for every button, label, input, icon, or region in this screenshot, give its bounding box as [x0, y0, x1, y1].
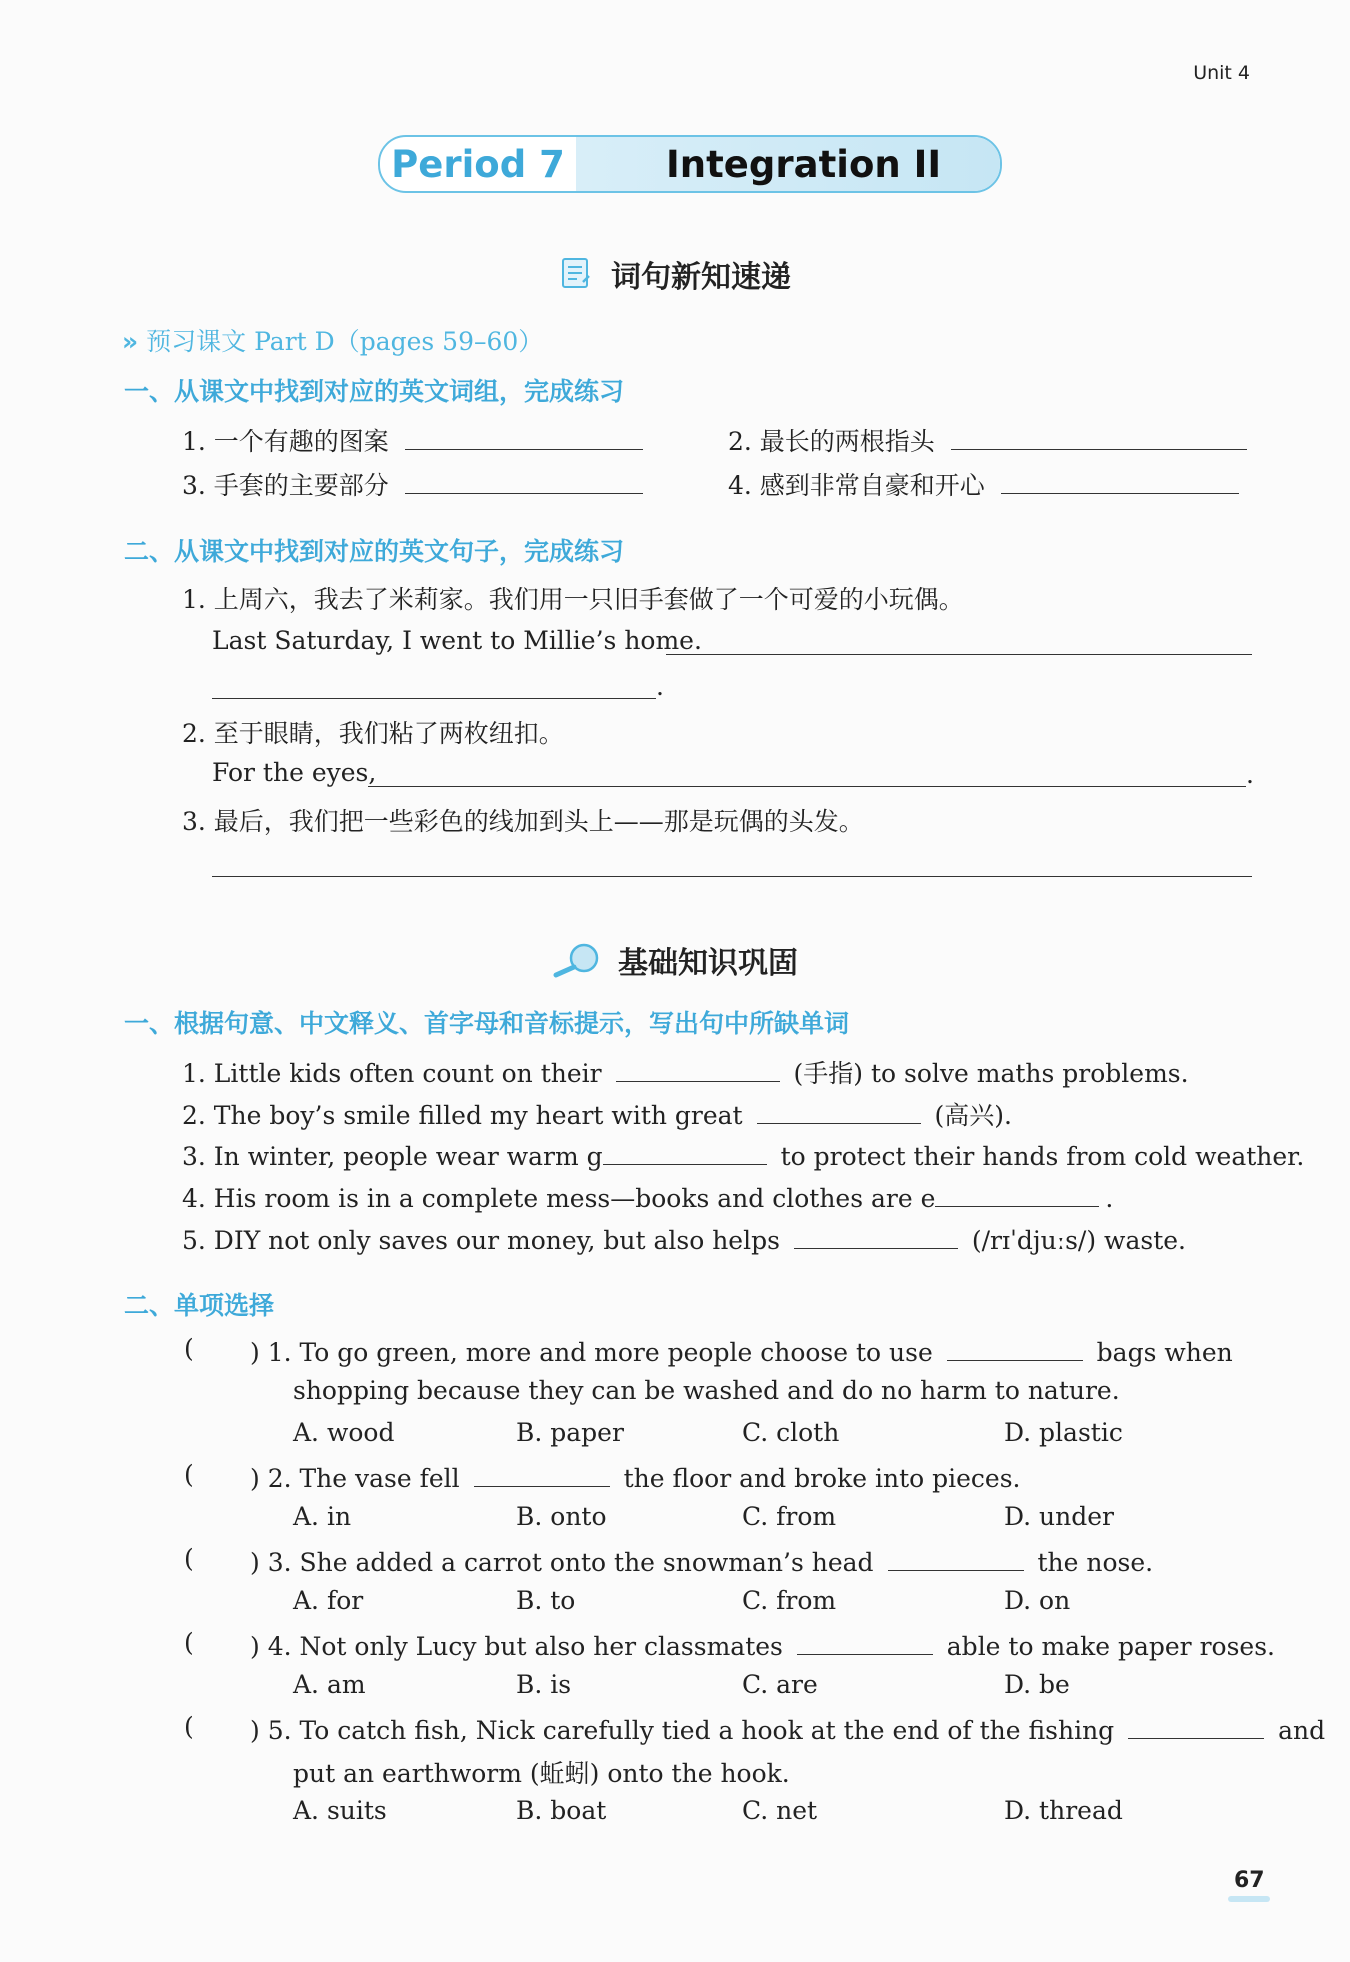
answer-line[interactable] [212, 698, 656, 699]
sentence-q1-period: . [656, 672, 664, 701]
multiple-choice-heading: 二、单项选择 [124, 1291, 275, 1320]
option-c[interactable]: C. from [742, 1502, 837, 1531]
section-basics-heading [0, 938, 1350, 982]
double-chevron-icon: » [122, 327, 139, 356]
option-a[interactable]: A. suits [293, 1796, 387, 1825]
answer-blank[interactable] [405, 467, 643, 494]
sentence-q1-chinese: 1. 上周六，我去了米莉家。我们用一只旧手套做了一个可爱的小玩偶。 [182, 585, 964, 614]
sentence-q2-english: For the eyes, [212, 758, 377, 787]
answer-bracket-1[interactable]: ( [184, 1334, 194, 1363]
answer-blank [947, 1334, 1083, 1361]
phrase-item-2: 2. 最长的两根指头 [728, 422, 1247, 458]
section-vocab-heading [0, 252, 1350, 296]
option-b[interactable]: B. is [516, 1670, 572, 1699]
answer-blank [797, 1628, 933, 1655]
answer-blank[interactable] [935, 1180, 1099, 1207]
option-a[interactable]: A. wood [293, 1418, 395, 1447]
answer-blank [474, 1460, 610, 1487]
answer-blank[interactable] [794, 1222, 958, 1249]
phrase-item-1: 1. 一个有趣的图案 [182, 422, 643, 458]
option-b[interactable]: B. to [516, 1586, 576, 1615]
fill-question-1: 1. Little kids often count on their (手指) to solve maths problems. [182, 1054, 1189, 1090]
page-number: 67 [1234, 1868, 1265, 1893]
option-a[interactable]: A. for [293, 1586, 364, 1615]
sentence-q3-chinese: 3. 最后，我们把一些彩色的线加到头上——那是玩偶的头发。 [182, 807, 864, 836]
option-b[interactable]: B. onto [516, 1502, 607, 1531]
answer-blank [1128, 1712, 1264, 1739]
answer-line[interactable] [666, 654, 1252, 655]
part2-heading: 二、从课文中找到对应的英文句子，完成练习 [124, 537, 625, 566]
option-d[interactable]: D. on [1004, 1586, 1071, 1615]
option-a[interactable]: A. in [293, 1502, 352, 1531]
answer-bracket-5[interactable]: ( [184, 1712, 194, 1741]
part1-heading: 一、从课文中找到对应的英文词组，完成练习 [124, 377, 625, 406]
option-c[interactable]: C. cloth [742, 1418, 840, 1447]
answer-line[interactable] [368, 786, 1246, 787]
answer-blank[interactable] [951, 423, 1247, 450]
section-basics-title: 基础知识巩固 [618, 946, 798, 981]
fill-question-4: 4. His room is in a complete mess—books and clothes are e . [182, 1180, 1113, 1213]
answer-line[interactable] [212, 876, 1252, 877]
sentence-q1-english: Last Saturday, I went to Millie’s home. [212, 626, 702, 655]
option-b[interactable]: B. paper [516, 1418, 624, 1447]
answer-blank[interactable] [616, 1055, 780, 1082]
sentence-q2-period: . [1246, 760, 1254, 789]
page-number-accent [1228, 1896, 1270, 1902]
option-d[interactable]: D. plastic [1004, 1418, 1123, 1447]
option-d[interactable]: D. be [1004, 1670, 1070, 1699]
preview-note: » 预习课文 Part D（pages 59–60） [122, 327, 544, 356]
mc-question-1: ) 1. To go green, more and more people choose to use bags when [250, 1334, 1233, 1367]
mc-question-5-cont: put an earthworm (蚯蚓) onto the hook. [293, 1759, 790, 1788]
phrase-item-4: 4. 感到非常自豪和开心 [728, 466, 1239, 502]
option-c[interactable]: C. are [742, 1670, 818, 1699]
answer-bracket-4[interactable]: ( [184, 1628, 194, 1657]
option-d[interactable]: D. under [1004, 1502, 1114, 1531]
period-label: Period 7 [391, 142, 565, 186]
mc-question-5: ) 5. To catch fish, Nick carefully tied a hook at the end of the fishing and [250, 1712, 1325, 1745]
magnifier-icon [552, 942, 602, 978]
fill-question-5: 5. DIY not only saves our money, but also helps (/rɪˈdjuːs/) waste. [182, 1222, 1186, 1255]
option-d[interactable]: D. thread [1004, 1796, 1123, 1825]
answer-blank [888, 1544, 1024, 1571]
lesson-title-banner [378, 135, 1002, 193]
fill-in-heading: 一、根据句意、中文释义、首字母和音标提示，写出句中所缺单词 [124, 1009, 850, 1038]
mc-question-3: ) 3. She added a carrot onto the snowman’s head the nose. [250, 1544, 1153, 1577]
mc-question-1-cont: shopping because they can be washed and do no harm to nature. [293, 1376, 1120, 1405]
lesson-title: Integration II [576, 137, 1000, 191]
option-b[interactable]: B. boat [516, 1796, 607, 1825]
option-c[interactable]: C. from [742, 1586, 837, 1615]
answer-blank[interactable] [1001, 467, 1239, 494]
answer-blank[interactable] [405, 423, 643, 450]
answer-blank[interactable] [757, 1097, 921, 1124]
section-vocab-title: 词句新知速递 [611, 260, 791, 295]
answer-blank[interactable] [603, 1138, 767, 1165]
mc-question-4: ) 4. Not only Lucy but also her classmates able to make paper roses. [250, 1628, 1275, 1661]
notebook-icon [559, 256, 595, 292]
fill-question-3: 3. In winter, people wear warm g to protect their hands from cold weather. [182, 1138, 1304, 1171]
answer-bracket-3[interactable]: ( [184, 1544, 194, 1573]
phrase-item-3: 3. 手套的主要部分 [182, 466, 643, 502]
fill-question-2: 2. The boy’s smile filled my heart with great (高兴). [182, 1096, 1012, 1132]
mc-question-2: ) 2. The vase fell the floor and broke into pieces. [250, 1460, 1021, 1493]
option-c[interactable]: C. net [742, 1796, 818, 1825]
unit-label: Unit 4 [1193, 62, 1250, 84]
sentence-q2-chinese: 2. 至于眼睛，我们粘了两枚纽扣。 [182, 719, 564, 748]
answer-bracket-2[interactable]: ( [184, 1460, 194, 1489]
option-a[interactable]: A. am [293, 1670, 366, 1699]
